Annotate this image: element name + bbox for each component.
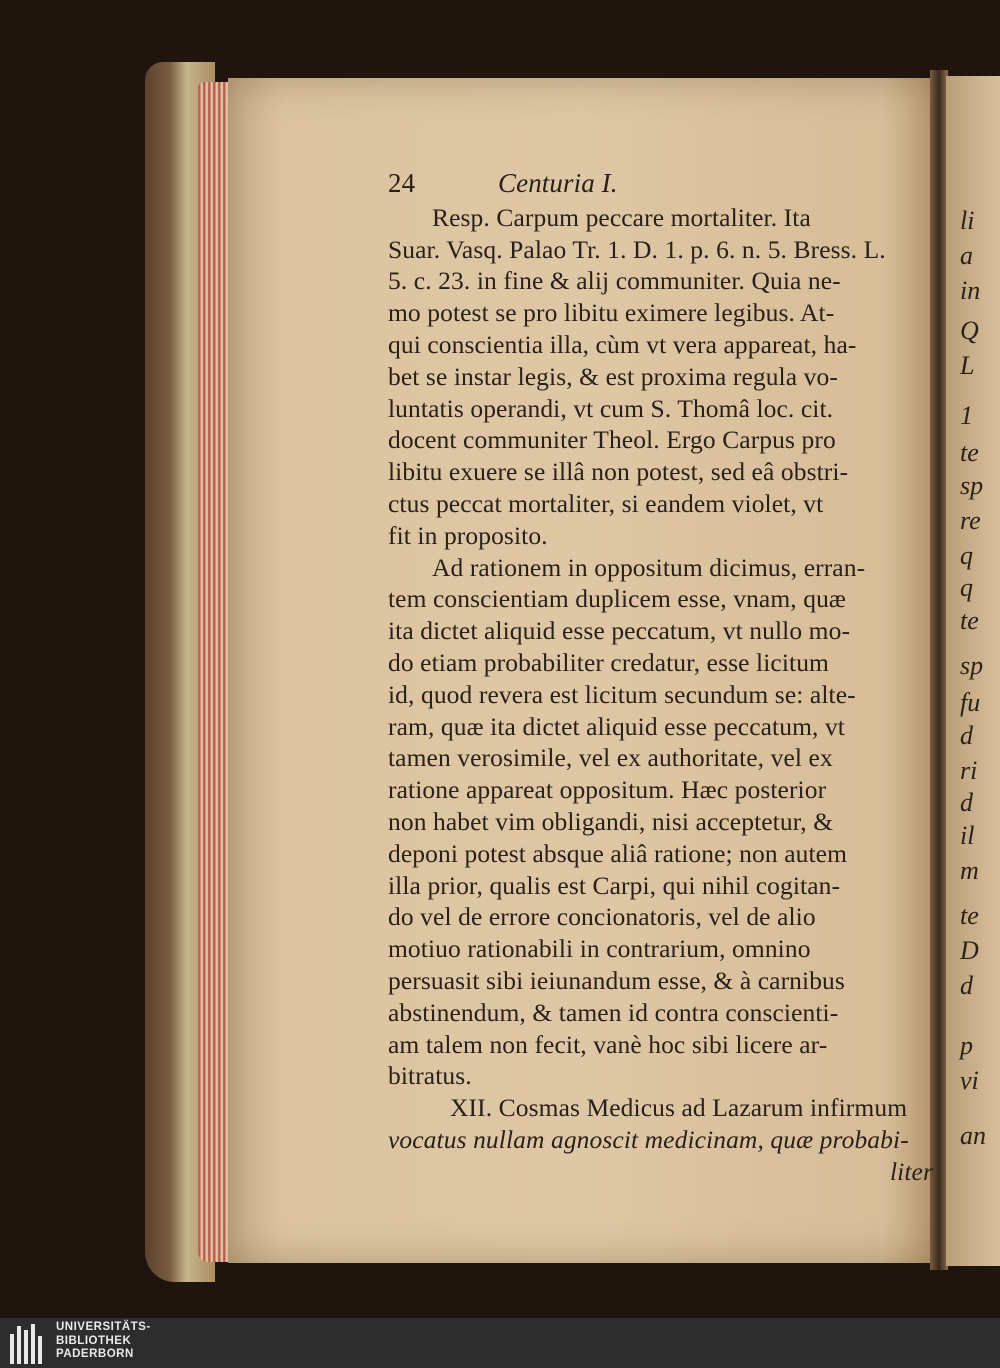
- text-line: non habet vim obligandi, nisi acceptetur, &: [388, 806, 834, 836]
- text-line: id, quod revera est licitum secundum se: alte-: [388, 679, 856, 709]
- right-page-text-fragment: sp: [960, 471, 984, 500]
- right-page-text-fragment: te: [960, 438, 979, 467]
- text-line: tamen verosimile, vel ex authoritate, vel ex: [388, 743, 833, 773]
- right-page-text-fragment: vi: [960, 1066, 979, 1095]
- text-line: liter: [890, 1156, 933, 1186]
- library-logo-icon: [8, 1322, 48, 1364]
- text-line: vocatus nullam agnoscit medicinam, quæ probabi-: [388, 1124, 909, 1154]
- text-line: ctus peccat mortaliter, si eandem violet, vt: [388, 488, 824, 518]
- text-line: do vel de errore concionatoris, vel de alio: [388, 902, 816, 932]
- right-page-text-fragment: p: [960, 1031, 973, 1060]
- page-number: 24: [388, 168, 416, 198]
- text-line: ita dictet aliquid esse peccatum, vt nullo mo-: [388, 616, 851, 646]
- text-line: persuasit sibi ieiunandum esse, & à carnibus: [388, 965, 845, 995]
- text-line: mo potest se pro libitu eximere legibus. At-: [388, 298, 835, 328]
- text-line: Resp. Carpum peccare mortaliter. Ita: [432, 202, 811, 232]
- right-page-text-fragment: Q: [960, 316, 979, 345]
- library-name-line2: BIBLIOTHEK: [56, 1334, 132, 1347]
- right-page-text-fragment: te: [960, 606, 979, 635]
- right-page-text-fragment: m: [960, 856, 979, 885]
- text-line: motiuo rationabili in contrarium, omnino: [388, 934, 811, 964]
- text-line: fit in proposito.: [388, 520, 548, 550]
- text-line: Suar. Vasq. Palao Tr. 1. D. 1. p. 6. n. 5. Bress. L.: [388, 234, 886, 264]
- right-page-text-fragment: il: [960, 821, 975, 850]
- text-line: docent communiter Theol. Ergo Carpus pro: [388, 425, 836, 455]
- text-line: Ad rationem in oppositum dicimus, erran-: [432, 552, 866, 582]
- library-name-line3: PADERBORN: [56, 1348, 134, 1360]
- right-page-text-fragment: ri: [960, 756, 978, 785]
- page-text: [388, 168, 933, 1188]
- page-header: [388, 168, 933, 200]
- right-page-text-fragment: 1: [960, 401, 973, 430]
- text-line: libitu exuere se illâ non potest, sed eâ obstri-: [388, 457, 849, 487]
- text-line: qui conscientia illa, cùm vt vera appareat, ha-: [388, 329, 857, 359]
- text-line: do etiam probabiliter credatur, esse licitum: [388, 647, 829, 677]
- text-line: ratione appareat oppositum. Hæc posterior: [388, 775, 827, 805]
- right-page-text-fragment: q: [960, 541, 973, 570]
- text-line: luntatis operandi, vt cum S. Thomâ loc. cit.: [388, 393, 834, 423]
- library-name-line1: UNIVERSITÄTS-: [56, 1321, 151, 1333]
- right-page-text-fragment: fu: [960, 688, 981, 717]
- right-page-text-fragment: d: [960, 788, 973, 817]
- library-footer: [0, 1318, 1000, 1368]
- right-page-text-fragment: in: [960, 276, 981, 305]
- text-line: bitratus.: [388, 1061, 472, 1091]
- text-lines: [388, 202, 933, 1188]
- right-page-text-fragment: D: [960, 936, 979, 965]
- right-page-text-fragment: sp: [960, 651, 984, 680]
- text-line: 5. c. 23. in fine & alij communiter. Quia ne-: [388, 266, 841, 296]
- right-page-text-fragment: re: [960, 506, 981, 535]
- right-page-text-fragment: a: [960, 241, 973, 270]
- text-line: abstinendum, & tamen id contra conscienti-: [388, 997, 839, 1027]
- right-page-text-fragment: an: [960, 1121, 986, 1150]
- text-line: deponi potest absque aliâ ratione; non autem: [388, 838, 848, 868]
- running-title: Centuria I.: [498, 168, 618, 198]
- library-name: [56, 1321, 151, 1362]
- right-page-fragment: [946, 76, 1000, 1266]
- right-page-text-fragment: d: [960, 721, 973, 750]
- text-line: illa prior, qualis est Carpi, qui nihil cogitan-: [388, 870, 841, 900]
- text-line: ram, quæ ita dictet aliquid esse peccatum, vt: [388, 711, 845, 741]
- right-page-text-fragment: te: [960, 901, 979, 930]
- right-page-text-fragment: li: [960, 206, 975, 235]
- right-page-text-fragment: L: [960, 351, 975, 380]
- text-line: am talem non fecit, vanè hoc sibi licere ar-: [388, 1029, 828, 1059]
- text-line: bet se instar legis, & est proxima regula vo-: [388, 361, 838, 391]
- right-page-text-fragment: d: [960, 971, 973, 1000]
- text-line: XII. Cosmas Medicus ad Lazarum infirmum: [450, 1093, 908, 1123]
- right-page-text-fragment: q: [960, 573, 973, 602]
- text-line: tem conscientiam duplicem esse, vnam, quæ: [388, 584, 847, 614]
